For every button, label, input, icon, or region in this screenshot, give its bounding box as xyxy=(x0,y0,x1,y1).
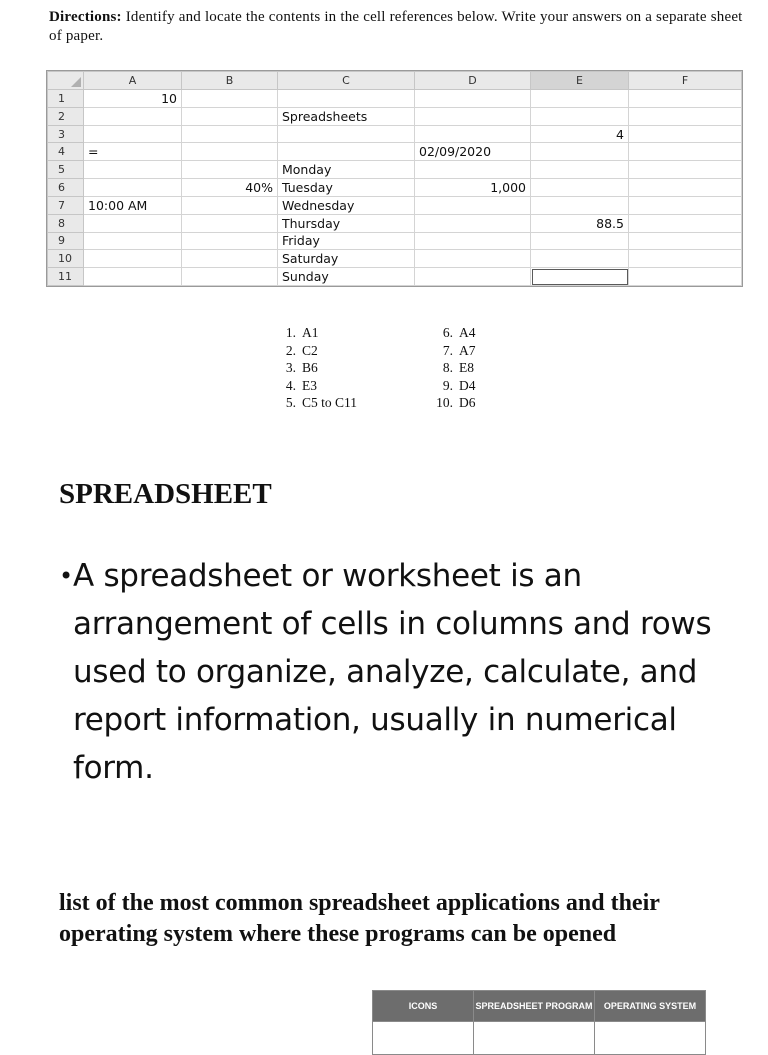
cell-d11 xyxy=(415,268,531,286)
item-number: 3. xyxy=(285,360,296,375)
row-header: 4 xyxy=(48,143,84,161)
cell-reference: E3 xyxy=(302,377,317,393)
row-header: 3 xyxy=(48,125,84,143)
cell-a3 xyxy=(84,125,182,143)
cell-b8 xyxy=(182,214,278,232)
cell-a9 xyxy=(84,232,182,250)
section-heading: SPREADSHEET xyxy=(59,478,272,510)
row-header: 11 xyxy=(48,268,84,286)
cell-f4 xyxy=(629,143,742,161)
spreadsheet-row xyxy=(48,161,742,179)
list-item xyxy=(425,342,476,360)
header-operating-system: OPERATING SYSTEM xyxy=(595,991,706,1022)
list-item xyxy=(425,394,476,412)
cell-b6: 40% xyxy=(182,179,278,197)
cell-reference: A1 xyxy=(302,325,319,340)
column-header-b: B xyxy=(182,72,278,90)
cell-e5 xyxy=(531,161,629,179)
list-item xyxy=(425,324,476,342)
spreadsheet-row xyxy=(48,179,742,197)
item-number: 1. xyxy=(285,325,296,340)
cell-c3 xyxy=(278,125,415,143)
list-item xyxy=(425,359,476,377)
column-header-a: A xyxy=(84,72,182,90)
header-spreadsheet-program: SPREADSHEET PROGRAM xyxy=(474,991,595,1022)
directions-text xyxy=(49,8,749,46)
cell-e8: 88.5 xyxy=(531,214,629,232)
cell-e11 xyxy=(531,268,629,286)
cell-c11: Sunday xyxy=(278,268,415,286)
column-header-e: E xyxy=(531,72,629,90)
list-item xyxy=(268,324,357,342)
cell-f8 xyxy=(629,214,742,232)
directions-body: Identify and locate the contents in the cell references below. Write your answers on a separate sheet of paper. xyxy=(49,9,743,44)
cell-f3 xyxy=(629,125,742,143)
cell-c10: Saturday xyxy=(278,250,415,268)
cell-d4: 02/09/2020 xyxy=(415,143,531,161)
cell-a8 xyxy=(84,214,182,232)
item-number: 6. xyxy=(442,325,453,340)
cell-d6: 1,000 xyxy=(415,179,531,197)
cell-reference: C2 xyxy=(302,342,318,358)
item-number: 8. xyxy=(442,360,453,375)
cell-reference: E8 xyxy=(459,360,474,375)
cell-d7 xyxy=(415,196,531,214)
list-item xyxy=(268,394,357,412)
cell-c2: Spreadsheets xyxy=(278,107,415,125)
cell-a10 xyxy=(84,250,182,268)
cell-e9 xyxy=(531,232,629,250)
cell-c5: Monday xyxy=(278,161,415,179)
cell-e1 xyxy=(531,90,629,108)
cell-d8 xyxy=(415,214,531,232)
cell-a2 xyxy=(84,107,182,125)
spreadsheet-row xyxy=(48,125,742,143)
row-header: 2 xyxy=(48,107,84,125)
cell-reference: C5 to C11 xyxy=(302,395,358,410)
cell-d3 xyxy=(415,125,531,143)
cell-f1 xyxy=(629,90,742,108)
cell-c6: Tuesday xyxy=(278,179,415,197)
item-number: 2. xyxy=(285,342,296,358)
item-number: 4. xyxy=(285,377,296,393)
cell-f11 xyxy=(629,268,742,286)
cell-b4 xyxy=(182,143,278,161)
spreadsheet-grid xyxy=(47,71,742,286)
definition-bullet xyxy=(59,552,739,792)
item-number: 5. xyxy=(285,395,296,410)
cell-c7: Wednesday xyxy=(278,196,415,214)
cell-e4 xyxy=(531,143,629,161)
cell-e2 xyxy=(531,107,629,125)
cell-c1 xyxy=(278,90,415,108)
cell-a6 xyxy=(84,179,182,197)
spreadsheet-row xyxy=(48,214,742,232)
cell-d5 xyxy=(415,161,531,179)
list-item xyxy=(268,377,357,395)
cell-e7 xyxy=(531,196,629,214)
applications-header-row xyxy=(373,991,706,1022)
spreadsheet-row xyxy=(48,196,742,214)
item-number: 7. xyxy=(442,342,453,358)
cell-f6 xyxy=(629,179,742,197)
item-number: 9. xyxy=(442,377,453,393)
definition-text: A spreadsheet or worksheet is an arrangement of cells in columns and rows used to organize, analyze, calculate, and report information, usually in numerical form. xyxy=(73,558,712,786)
spreadsheet-row xyxy=(48,268,742,286)
row-header: 7 xyxy=(48,196,84,214)
cell-c8: Thursday xyxy=(278,214,415,232)
cell-a11 xyxy=(84,268,182,286)
table-cell xyxy=(474,1022,595,1055)
spreadsheet-image xyxy=(46,70,743,287)
table-cell xyxy=(373,1022,474,1055)
cell-f2 xyxy=(629,107,742,125)
cell-d2 xyxy=(415,107,531,125)
cell-a1: 10 xyxy=(84,90,182,108)
cell-d9 xyxy=(415,232,531,250)
list-item xyxy=(268,359,357,377)
spreadsheet-row xyxy=(48,250,742,268)
cell-b2 xyxy=(182,107,278,125)
applications-table xyxy=(372,990,706,1055)
spreadsheet-row xyxy=(48,143,742,161)
cell-c4 xyxy=(278,143,415,161)
cell-e10 xyxy=(531,250,629,268)
row-header: 6 xyxy=(48,179,84,197)
cell-e6 xyxy=(531,179,629,197)
spreadsheet-row xyxy=(48,232,742,250)
cell-a4: = xyxy=(84,143,182,161)
cell-e3: 4 xyxy=(531,125,629,143)
table-cell xyxy=(595,1022,706,1055)
row-header: 10 xyxy=(48,250,84,268)
cell-f7 xyxy=(629,196,742,214)
column-header-d: D xyxy=(415,72,531,90)
cell-c9: Friday xyxy=(278,232,415,250)
cell-f5 xyxy=(629,161,742,179)
cell-b10 xyxy=(182,250,278,268)
row-header: 8 xyxy=(48,214,84,232)
select-all-corner xyxy=(48,72,84,90)
item-number: 10. xyxy=(436,395,453,410)
spreadsheet-row xyxy=(48,107,742,125)
cell-reference: B6 xyxy=(302,360,318,375)
column-header-f: F xyxy=(629,72,742,90)
applications-heading: list of the most common spreadsheet applications and their operating system where these programs can be opened xyxy=(59,890,660,947)
spreadsheet-row xyxy=(48,90,742,108)
cell-b5 xyxy=(182,161,278,179)
header-icons: ICONS xyxy=(373,991,474,1022)
cell-f10 xyxy=(629,250,742,268)
cell-b9 xyxy=(182,232,278,250)
list-item xyxy=(425,377,476,395)
column-header-c: C xyxy=(278,72,415,90)
list-item xyxy=(268,342,357,360)
row-header: 5 xyxy=(48,161,84,179)
bullet-symbol: • xyxy=(59,562,73,590)
cell-f9 xyxy=(629,232,742,250)
cell-b3 xyxy=(182,125,278,143)
question-list-left xyxy=(268,324,357,412)
applications-row xyxy=(373,1022,706,1055)
cell-a7: 10:00 AM xyxy=(84,196,182,214)
cell-a5 xyxy=(84,161,182,179)
question-list-right xyxy=(425,324,476,412)
column-header-row xyxy=(48,72,742,90)
cell-d10 xyxy=(415,250,531,268)
cell-b1 xyxy=(182,90,278,108)
row-header: 9 xyxy=(48,232,84,250)
cell-reference: A7 xyxy=(459,342,476,358)
cell-reference: D4 xyxy=(459,377,476,393)
cell-reference: A4 xyxy=(459,325,476,340)
cell-reference: D6 xyxy=(459,395,476,410)
cell-d1 xyxy=(415,90,531,108)
row-header: 1 xyxy=(48,90,84,108)
cell-b7 xyxy=(182,196,278,214)
directions-label: Directions: xyxy=(49,9,122,25)
cell-b11 xyxy=(182,268,278,286)
